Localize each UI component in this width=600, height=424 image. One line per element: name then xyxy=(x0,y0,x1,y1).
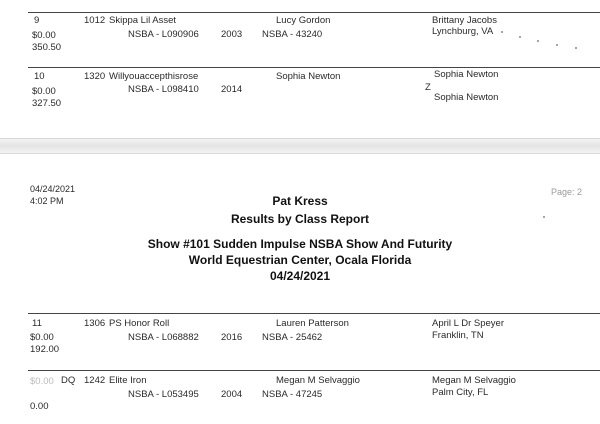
entry-number: 1306 xyxy=(84,318,106,329)
scan-speck xyxy=(543,216,545,218)
page-break xyxy=(0,138,600,154)
report-owner-name: Pat Kress xyxy=(272,194,328,208)
entry-place: 10 xyxy=(34,71,45,82)
horse-year: 2003 xyxy=(221,29,243,40)
horse-year: 2004 xyxy=(221,389,243,400)
owner-mark: Z xyxy=(425,82,431,93)
horse-registration: NSBA - L090906 xyxy=(128,29,199,40)
owner-name: April L Dr Speyer xyxy=(432,318,504,329)
show-date: 04/24/2021 xyxy=(269,269,331,283)
horse-year: 2016 xyxy=(221,332,243,343)
owner-name: Sophia Newton xyxy=(434,69,499,80)
entry-amount: $0.00 xyxy=(32,86,56,97)
owner-name: Brittany Jacobs xyxy=(432,15,497,26)
owner-location: Lynchburg, VA xyxy=(432,26,494,37)
entry-amount: $0.00 xyxy=(32,30,56,41)
show-title: Show #101 Sudden Impulse NSBA Show And Futurity xyxy=(147,237,453,251)
entry-points: 327.50 xyxy=(32,98,62,109)
horse-name: Elite Iron xyxy=(109,375,147,386)
rider-registration: NSBA - 43240 xyxy=(262,29,323,40)
entry-amount: $0.00 xyxy=(30,332,54,343)
entry-place: 9 xyxy=(34,15,40,26)
owner-name: Megan M Selvaggio xyxy=(432,375,516,386)
owner-location: Franklin, TN xyxy=(432,330,484,341)
print-time: 4:02 PM xyxy=(30,196,64,206)
owner-location: Sophia Newton xyxy=(434,92,499,103)
entry-amount: $0.00 xyxy=(30,376,54,387)
entry-place: 11 xyxy=(32,318,42,329)
rider-registration: NSBA - 47245 xyxy=(262,389,323,400)
horse-registration: NSBA - L053495 xyxy=(128,389,199,400)
show-venue: World Equestrian Center, Ocala Florida xyxy=(188,253,412,267)
horse-name: PS Honor Roll xyxy=(109,318,170,329)
rider-name: Megan M Selvaggio xyxy=(276,375,360,386)
horse-name: Willyouaccepthisrose xyxy=(109,71,199,82)
horse-name: Skippa Lil Asset xyxy=(109,15,177,26)
rider-name: Lucy Gordon xyxy=(276,15,331,26)
entry-points: 350.50 xyxy=(32,42,62,53)
scan-speck xyxy=(537,40,539,42)
entry-points: 0.00 xyxy=(30,401,49,412)
row-divider xyxy=(28,12,600,13)
report-page-2 xyxy=(0,154,600,424)
rider-name: Sophia Newton xyxy=(276,71,341,82)
horse-year: 2014 xyxy=(221,84,243,95)
print-date: 04/24/2021 xyxy=(30,184,76,194)
entry-number: 1242 xyxy=(84,375,106,386)
row-divider xyxy=(28,67,600,68)
owner-location: Palm City, FL xyxy=(432,387,489,398)
entry-place: DQ xyxy=(61,375,76,386)
entry-number: 1320 xyxy=(84,71,106,82)
entry-points: 192.00 xyxy=(30,344,60,355)
rider-registration: NSBA - 25462 xyxy=(262,332,323,343)
scan-speck xyxy=(575,47,577,49)
horse-registration: NSBA - L098410 xyxy=(128,84,199,95)
scan-speck xyxy=(556,44,558,46)
entry-number: 1012 xyxy=(84,15,106,26)
scan-speck xyxy=(519,36,521,38)
report-title: Results by Class Report xyxy=(230,212,370,226)
horse-registration: NSBA - L068882 xyxy=(128,332,199,343)
report-page-1 xyxy=(0,0,600,138)
page-number: Page: 2 xyxy=(551,187,583,197)
row-divider xyxy=(28,370,600,371)
row-divider xyxy=(28,313,600,314)
rider-name: Lauren Patterson xyxy=(276,318,349,329)
scan-speck xyxy=(501,31,503,33)
